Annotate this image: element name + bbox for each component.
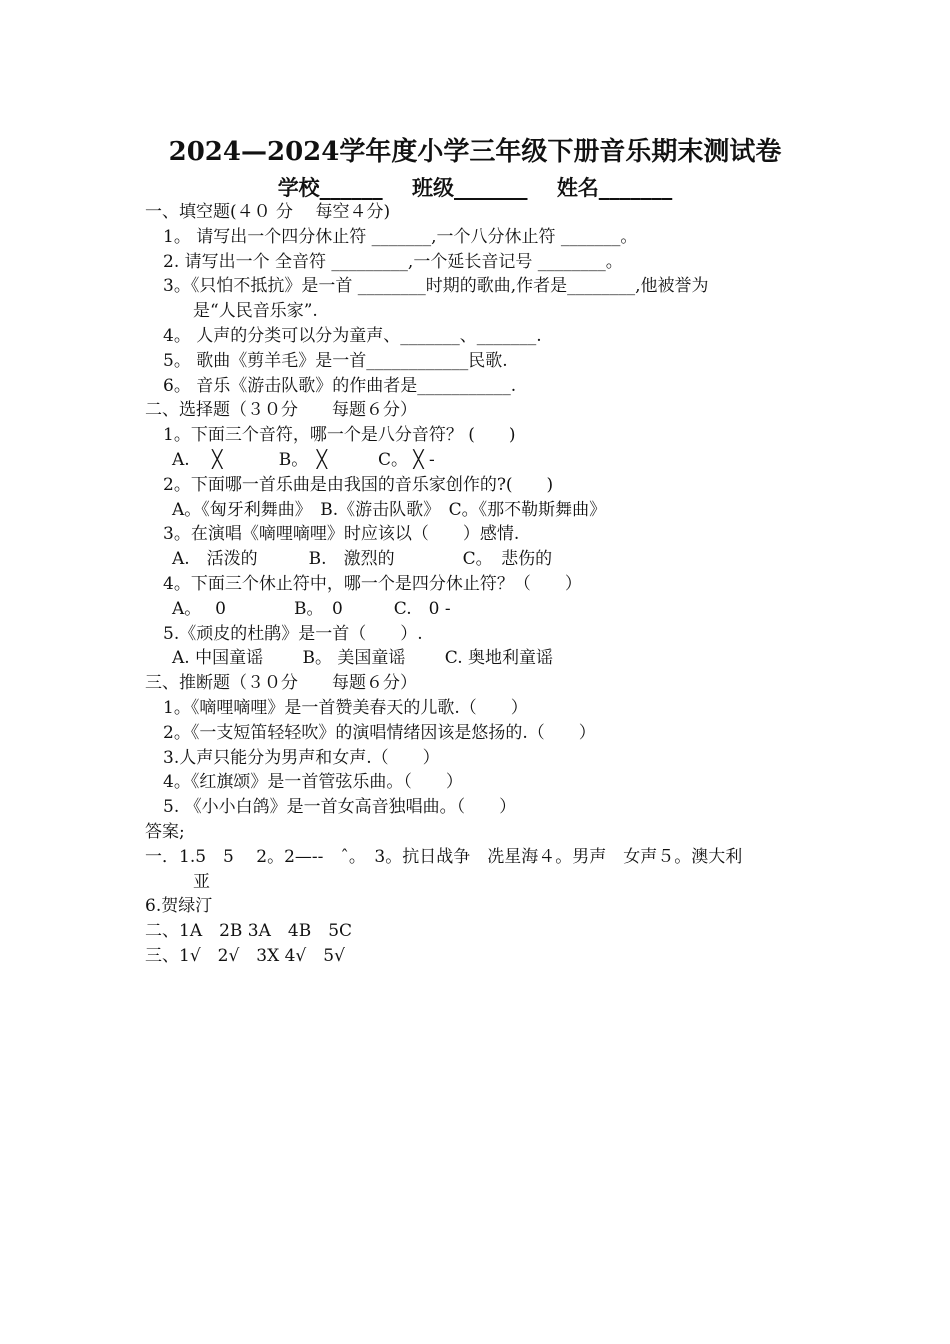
question-1-5: 5。 歌曲《剪羊毛》是一首____________民歌. [163,350,508,371]
section-heading-multiple-choice: 二、选择题（３０分 每题６分） [145,400,417,421]
name-field: 姓名_______ [556,175,673,200]
question-2-3-options: A. 活泼的 B. 激烈的 C。 悲伤的 [172,549,553,570]
section-heading-judgement: 三、推断题（３０分 每题６分） [145,673,417,694]
answers-line-4: 三、1√ 2√ 3X 4√ 5√ [145,945,345,966]
question-2-2: 2。下面哪一首乐曲是由我国的音乐家创作的?( ) [163,474,554,495]
question-2-3: 3。在演唱《嘀哩嘀哩》时应该以（ ）感情. [163,524,520,545]
question-1-6: 6。 音乐《游击队歌》的作曲者是___________. [163,375,517,396]
section-heading-fill-blank: 一、填空题(４０ 分 每空４分) [145,202,391,222]
question-3-2: 2。《一支短笛轻轻吹》的演唱情绪因该是悠扬的.（ ） [163,722,596,743]
question-2-4-options: A。 0 B。 0 C. 0 - [172,598,451,619]
question-2-1-options: A. ╳ B。 ╳ C。 ╳ - [172,449,435,470]
school-field: 学校______ [277,175,383,200]
question-1-2: 2. 请写出一个 全音符 _________,一个延长音记号 ________。 [163,251,623,272]
answers-line-1: 一．1.5 5 2。2—-- ˆ。 3。抗日战争 冼星海４。男声 女声５。澳大利 [145,846,743,867]
question-3-4: 4。《红旗颂》是一首管弦乐曲。（ ） [163,772,463,793]
answers-heading: 答案; [145,821,185,842]
question-3-5: 5. 《小小白鸽》是一首女高音独唱曲。（ ） [163,797,517,818]
question-2-4: 4。下面三个休止符中，哪一个是四分休止符？（ ） [163,573,582,594]
question-1-4: 4。 人声的分类可以分为童声、_______、_______. [163,325,542,346]
answers-line-2: 6.贺绿汀 [145,896,213,917]
question-1-3: 3。《只怕不抵抗》是一首 ________时期的歌曲,作者是________,他被誉为 [163,276,709,297]
page-title: 2024—2024学年度小学三年级下册音乐期末测试卷 [168,137,782,167]
answers-line-1-continued: 亚 [193,871,210,892]
question-3-1: 1。《嘀哩嘀哩》是一首赞美春天的儿歌.（ ） [163,697,528,718]
student-info-line [0,172,950,202]
question-2-2-options: A。《匈牙利舞曲》 B.《游击队歌》 C。《那不勒斯舞曲》 [172,499,607,520]
question-2-1: 1。下面三个音符，哪一个是八分音符？ ( ) [163,425,516,446]
question-2-5: 5.《顽皮的杜鹃》是一首（ ）. [163,623,423,644]
class-field: 班级_______ [412,175,528,200]
question-1-1: 1。 请写出一个四分休止符 _______,一个八分休止符 _______。 [163,226,638,247]
question-3-3: 3.人声只能分为男声和女声.（ ） [163,747,440,768]
question-1-3-continued: 是“人民音乐家”. [193,301,318,322]
answers-line-3: 二、1A 2B 3A 4B 5C [145,921,353,942]
exam-content [145,200,825,969]
question-2-5-options: A. 中国童谣 B。 美国童谣 C. 奥地利童谣 [172,648,553,669]
